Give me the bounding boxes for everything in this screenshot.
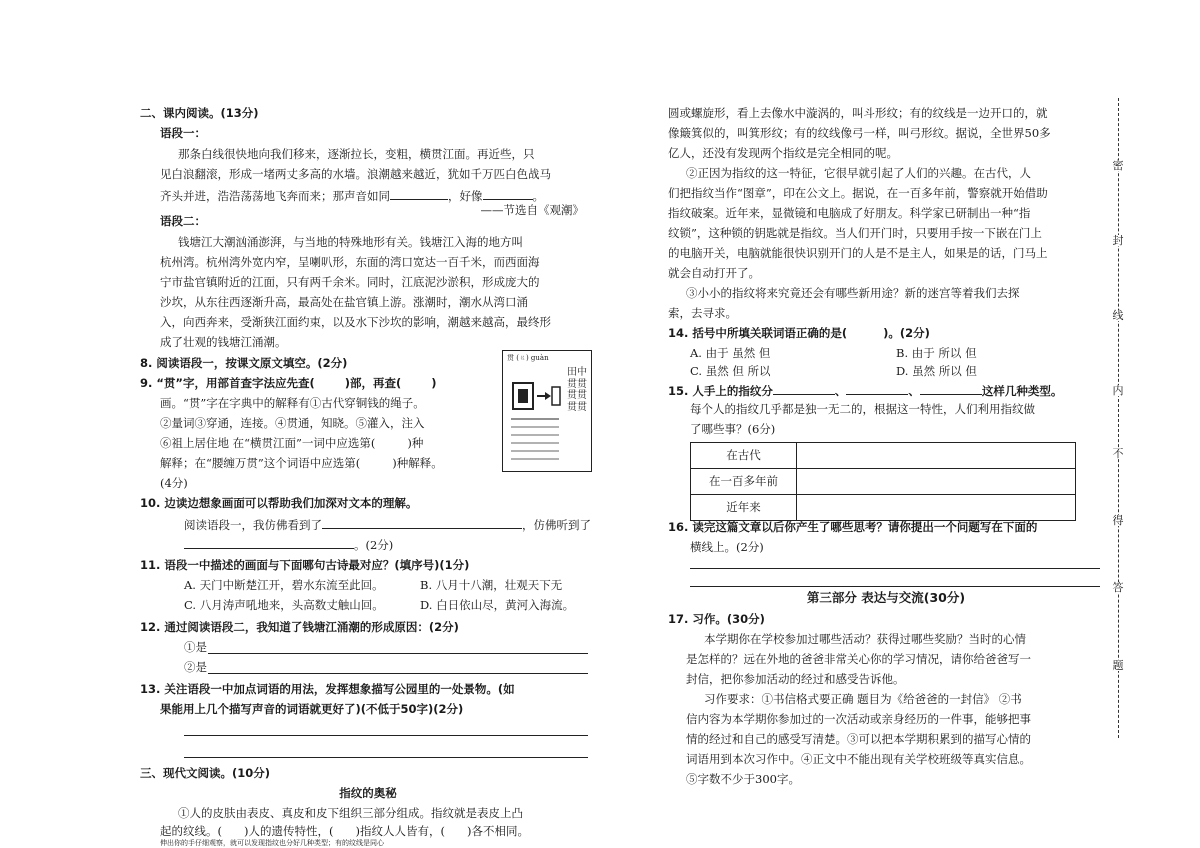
passage-2-line: 成了壮观的钱塘江涌潮。 [160,335,287,349]
answer-line[interactable] [690,568,1100,569]
article-line: 圆或螺旋形，看上去像水中漩涡的，叫斗形纹；有的纹线是一边开口的，就 [668,106,1048,120]
question-10-line: 阅读语段一，我仿佛看到了 ，仿佛听到了 [184,518,591,532]
question-14: 14. 括号中所填关联词语正确的是( )。(2分) [668,326,930,340]
question-17: 17. 习作。(30分) [668,612,765,626]
binding-char: 答 [1110,582,1126,593]
option-a: A. 天门中断楚江开，碧水东流至此回。 [184,578,384,592]
prompt-line: 是怎样的？远在外地的爸爸非常关心你的学习情况，请你给爸爸写一 [686,652,1031,666]
passage-1-line: 那条白线很快地向我们移来，逐渐拉长，变粗，横贯江面。再近些，只 [178,147,535,161]
prompt-line: 词语用到本次习作中。④正文中不能出现有关学校班级等真实信息。 [686,752,1031,766]
article-line: ②正因为指纹的这一特征，它很早就引起了人们的兴趣。在古代，人 [686,166,1031,180]
article-line: 索，去寻求。 [668,306,737,320]
question-9-line: ⑥祖上居住地 在“横贯江面”一词中应选第( )种 [160,436,424,450]
prompt-line: ⑤字数不少于300字。 [686,772,800,786]
article-line: 亿人，还没有发现两个指纹是完全相同的呢。 [668,146,898,160]
section-3-title: 三、现代文阅读。(10分) [140,766,271,780]
article-line: 就会自动打开了。 [668,266,760,280]
question-15: 15. 人手上的指纹分 、 、 这样几种类型。 [668,384,1063,398]
question-11: 11. 语段一中描述的画面与下面哪句古诗最对应？(填序号)(1分) [140,558,470,572]
article-line: 指纹破案。近年来，显微镜和电脑成了好朋友。科学家已研制出一种“指 [668,206,1031,220]
table-answer-cell[interactable] [797,495,1076,521]
question-12-item: ②是 [184,660,207,674]
question-9-line: ②量词③穿通，连接。④贯通，知晓。⑤灌入，注入 [160,416,425,430]
passage-1-line: 齐头并进，浩浩荡荡地飞奔而来；那声音如同 ，好像 。 [160,189,544,203]
binding-line [1118,98,1119,738]
table-row-label: 在一百多年前 [691,469,797,495]
question-16: 16. 读完这篇文章以后你产生了哪些思考？请你提出一个问题写在下面的 [668,520,1038,534]
passage-1-source: ——节选自《观潮》 [480,203,584,217]
prompt-line: 信内容为本学期你参加过的一次活动或亲身经历的一件事，能够把事 [686,712,1031,726]
table-answer-cell[interactable] [797,443,1076,469]
binding-char: 密 [1110,160,1126,171]
binding-char: 得 [1110,515,1126,526]
question-10-line: 。(2分) [184,538,393,552]
answer-line[interactable] [690,586,1100,587]
seal-script-column: 田中贯贯贯贯贯贯 [567,367,587,413]
option-c: C. 虽然 但 所以 [690,364,771,378]
answer-line[interactable] [184,735,588,736]
fill-blank-1[interactable] [390,189,448,200]
article-line: 起的纹线。( )人的遗传特性，( )指纹人人皆有，( )各不相同。 [160,824,529,838]
passage-1-line: 见白浪翻滚，形成一堵两丈多高的水墙。浪潮越来越近，犹如千万匹白色战马 [160,167,551,181]
passage-2-line: 入，向西奔来，受渐狭江面约束，以及水下沙坎的影响，潮越来越高，最终形 [160,315,551,329]
question-9-line: 解释；在“腰缠万贯”这个词语中应选第( )种解释。 [160,456,443,470]
prompt-line: 习作要求：①书信格式要正确 题目为《给爸爸的一封信》 ②书 [704,692,1022,706]
article-title: 指纹的奥秘 [339,786,397,800]
seal-script-icon [507,369,563,465]
answer-line[interactable] [208,673,588,674]
question-9-line: (4分) [160,476,188,490]
binding-char: 不 [1110,448,1126,459]
question-12-item: ①是 [184,640,207,654]
article-line: 像簸箕似的，叫箕形纹；有的纹线像弓一样，叫弓形纹。据说，全世界50多 [668,126,1051,140]
passage-1-title: 语段一： [160,126,206,140]
part-3-title: 第三部分 表达与交流(30分) [806,590,966,605]
option-b: B. 由于 所以 但 [896,346,977,360]
passage-2-title: 语段二： [160,214,206,228]
dictionary-header: 贯 (ㄍ) guàn [507,354,549,362]
dictionary-image [502,350,592,472]
question-12: 12. 通过阅读语段二，我知道了钱塘江涌潮的形成原因：(2分) [140,620,459,634]
answer-blank[interactable] [773,384,835,395]
article-line: 的电脑开关，电脑就能很快识别开门的人是不是主人，如果是的话，门马上 [668,246,1048,260]
answer-blank[interactable] [322,518,522,529]
article-line: 伸出你的手仔细观察，就可以发现指纹也分好几种类型；有的纹线是同心 [160,839,384,847]
table-row-label: 在古代 [691,443,797,469]
table-row [691,495,1076,521]
question-16-line: 横线上。(2分) [690,540,764,554]
table-row [691,469,1076,495]
answer-table [690,442,1076,521]
question-13-line: 果能用上几个描写声音的词语就更好了)(不低于50字)(2分) [160,702,464,716]
answer-blank[interactable] [846,384,908,395]
fill-blank-2[interactable] [483,189,533,200]
option-d: D. 白日依山尽，黄河入海流。 [420,598,575,612]
question-15-line: 了哪些事？(6分) [690,422,776,436]
binding-char: 题 [1110,660,1126,671]
table-answer-cell[interactable] [797,469,1076,495]
answer-line[interactable] [184,757,588,758]
question-10: 10. 边读边想象画面可以帮助我们加深对文本的理解。 [140,496,418,510]
question-15-line: 每个人的指纹几乎都是独一无二的，根据这一特性，人们利用指纹做 [690,402,1035,416]
answer-line[interactable] [208,653,588,654]
question-13: 13. 关注语段一中加点词语的用法，发挥想象描写公园里的一处景物。(如 [140,682,515,696]
prompt-line: 封信，把你参加活动的经过和感受告诉他。 [686,672,905,686]
passage-2-line: 沙坎，从东往西逐渐升高，最高处在盐官镇上游。涨潮时，潮水从湾口涌 [160,295,528,309]
article-line: ③小小的指纹将来究竟还会有哪些新用途？新的迷宫等着我们去探 [686,286,1020,300]
prompt-line: 本学期你在学校参加过哪些活动？获得过哪些奖励？当时的心情 [704,632,1026,646]
question-9-line: 画。“贯”字在字典中的解释有①古代穿铜钱的绳子。 [160,396,425,410]
article-line: 纹锁”，这种锁的钥匙就是指纹。当人们开门时，只要用手按一下嵌在门上 [668,226,1042,240]
section-2-title: 二、课内阅读。(13分) [140,106,259,120]
prompt-line: 情的经过和自己的感受写清楚。③可以把本学期积累到的描写心情的 [686,732,1031,746]
option-d: D. 虽然 所以 但 [896,364,977,378]
answer-blank[interactable] [184,538,354,549]
binding-char: 内 [1110,385,1126,396]
binding-char: 线 [1110,310,1126,321]
question-8: 8. 阅读语段一，按课文原文填空。(2分) [140,356,348,370]
option-b: B. 八月十八潮，壮观天下无 [420,578,563,592]
option-c: C. 八月涛声吼地来，头高数丈触山回。 [184,598,384,612]
passage-2-line: 宁市盐官镇附近的江面，只有两千余米。同时，江底泥沙淤积，形成庞大的 [160,275,540,289]
binding-char: 封 [1110,235,1126,246]
option-a: A. 由于 虽然 但 [690,346,771,360]
article-line: 们把指纹当作“图章”，印在公文上。据说，在一百多年前，警察就开始借助 [668,186,1048,200]
question-9: 9. “贯”字，用部首查字法应先查( )部，再查( ) [140,376,437,390]
passage-2-line: 钱塘江大潮汹涌澎湃，与当地的特殊地形有关。钱塘江入海的地方叫 [178,235,523,249]
article-line: ①人的皮肤由表皮、真皮和皮下组织三部分组成。指纹就是表皮上凸 [178,806,523,820]
passage-2-line: 杭州湾。杭州湾外宽内窄，呈喇叭形，东面的湾口宽达一百千米，而西面海 [160,255,540,269]
table-row-label: 近年来 [691,495,797,521]
answer-blank[interactable] [920,384,982,395]
table-row [691,443,1076,469]
